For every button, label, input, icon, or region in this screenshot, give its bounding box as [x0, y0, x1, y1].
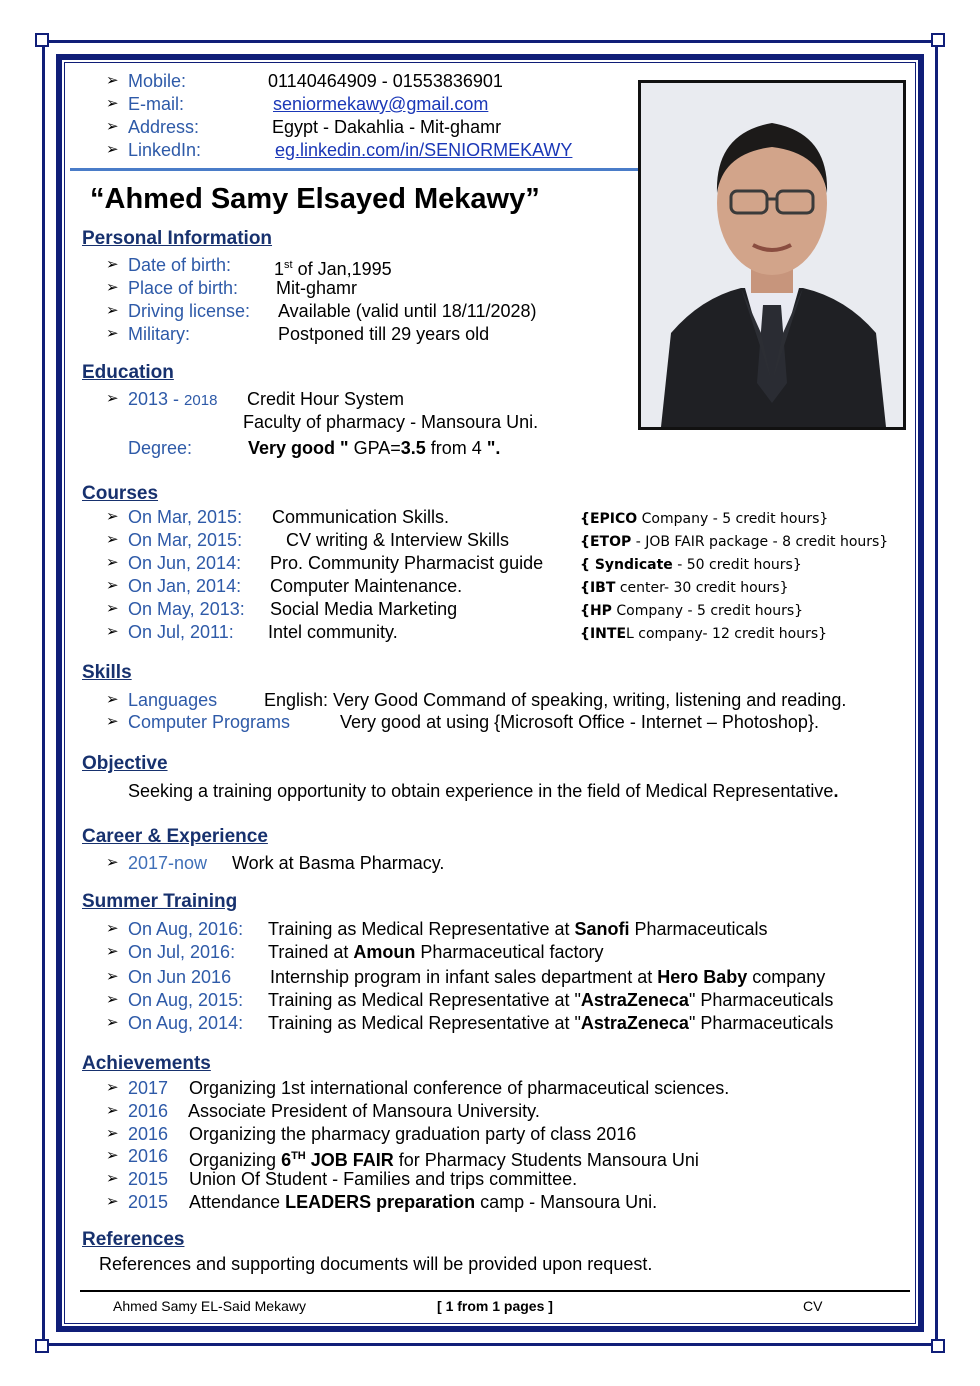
header-divider — [70, 168, 638, 171]
course-title: Communication Skills. — [272, 507, 450, 527]
course-provider: {INTE — [580, 626, 627, 642]
arrow-bullet-icon: ➢ — [106, 1079, 119, 1096]
arrow-bullet-icon: ➢ — [106, 577, 119, 594]
course-provider: {EPICO — [580, 511, 638, 527]
arrow-bullet-icon: ➢ — [106, 943, 119, 960]
achievement-program: LEADERS preparation — [285, 1192, 476, 1212]
course-date: On May, 2013: — [128, 599, 245, 619]
education-years — [128, 388, 217, 412]
section-heading-education: Education — [82, 362, 174, 383]
achievement-text: Organizing the pharmacy graduation party of class 2016 — [189, 1124, 637, 1144]
course-date: On Jan, 2014: — [128, 576, 242, 596]
course-provider: {IBT — [580, 580, 616, 596]
full-name: “Ahmed Samy Elsayed Mekawy” — [90, 183, 540, 215]
degree-end: ". — [486, 438, 501, 458]
contact-value: 01140464909 - 01553836901 — [268, 71, 503, 91]
section-heading-references: References — [82, 1229, 185, 1250]
course-credits: - 50 credit hours} — [672, 557, 802, 573]
objective-end: . — [833, 781, 839, 801]
course-credits: Company - 5 credit hours} — [611, 603, 804, 619]
arrow-bullet-icon: ➢ — [106, 691, 119, 708]
training-suffix: Pharmaceutical factory — [415, 942, 604, 962]
training-desc: Trained at — [268, 942, 354, 962]
footer-page-count: 1 from 1 pages — [445, 1298, 545, 1314]
achievement-year: 2015 — [128, 1192, 169, 1212]
arrow-bullet-icon: ➢ — [106, 1102, 119, 1119]
section-heading-career: Career & Experience — [82, 826, 268, 847]
course-title: Intel community. — [268, 622, 398, 642]
portrait-illustration — [641, 83, 903, 427]
achievement-year: 2016 — [128, 1101, 169, 1121]
arrow-bullet-icon: ➢ — [106, 390, 119, 407]
training-company: Amoun — [353, 942, 416, 962]
course-date: On Mar, 2015: — [128, 507, 243, 527]
achievement-text — [189, 1191, 657, 1213]
profile-photo — [638, 80, 906, 430]
arrow-bullet-icon: ➢ — [106, 1147, 119, 1164]
arrow-bullet-icon: ➢ — [106, 531, 119, 548]
training-text — [268, 941, 603, 963]
training-date: On Aug, 2016: — [128, 919, 244, 939]
corner-ornament — [931, 1339, 945, 1353]
achievement-suffix: for Pharmacy Students Mansoura Uni — [393, 1150, 699, 1170]
contact-value: Egypt - Dakahlia - Mit-ghamr — [272, 117, 502, 137]
objective-sentence: Seeking a training opportunity to obtain experience in the field of Medical Representative — [128, 781, 834, 801]
career-date: 2017-now — [128, 853, 208, 873]
course-note — [580, 554, 802, 576]
personal-value: Postponed till 29 years old — [278, 324, 490, 344]
arrow-bullet-icon: ➢ — [106, 554, 119, 571]
course-credits: Company - 5 credit hours} — [637, 511, 829, 527]
education-years-end: 2018 — [184, 392, 218, 409]
training-company: Hero Baby — [657, 967, 748, 987]
skill-label: Languages — [128, 690, 218, 710]
course-credits: L company- 12 credit hours} — [626, 626, 828, 642]
arrow-bullet-icon: ➢ — [106, 302, 119, 319]
footer-divider — [80, 1290, 910, 1292]
arrow-bullet-icon: ➢ — [106, 968, 119, 985]
section-heading-personal: Personal Information — [82, 228, 273, 249]
course-title: Pro. Community Pharmacist guide — [270, 553, 544, 573]
training-desc: Training as Medical Representative at " — [268, 990, 581, 1010]
arrow-bullet-icon: ➢ — [106, 854, 119, 871]
course-date: On Mar, 2015: — [128, 530, 243, 550]
footer-doc-type: CV — [803, 1298, 823, 1314]
section-heading-achievements: Achievements — [82, 1053, 211, 1074]
section-heading-skills: Skills — [82, 662, 132, 683]
footer-bracket-close: ] — [544, 1298, 553, 1314]
arrow-bullet-icon: ➢ — [106, 141, 119, 158]
degree-gpa-label: GPA= — [353, 438, 401, 458]
course-title: Social Media Marketing — [270, 599, 458, 619]
personal-label: Military: — [128, 324, 190, 344]
corner-ornament — [931, 33, 945, 47]
achievement-suffix: camp - Mansoura Uni. — [475, 1192, 658, 1212]
education-faculty: Faculty of pharmacy - Mansoura Uni. — [243, 412, 539, 432]
personal-label: Place of birth: — [128, 278, 239, 298]
arrow-bullet-icon: ➢ — [106, 713, 119, 730]
training-company: Sanofi — [574, 919, 630, 939]
training-suffix: company — [747, 967, 826, 987]
achievement-year: 2016 — [128, 1124, 169, 1144]
arrow-bullet-icon: ➢ — [106, 1170, 119, 1187]
arrow-bullet-icon: ➢ — [106, 1193, 119, 1210]
dob-day-suffix: st — [284, 259, 293, 271]
course-provider: { Syndicate — [580, 557, 673, 573]
training-company: AstraZeneca — [580, 1013, 689, 1033]
course-date: On Jun, 2014: — [128, 553, 242, 573]
training-date: On Aug, 2015: — [128, 990, 244, 1010]
section-heading-summer: Summer Training — [82, 891, 238, 912]
arrow-bullet-icon: ➢ — [106, 325, 119, 342]
course-title: Computer Maintenance. — [270, 576, 463, 596]
degree-gpa: 3.5 — [400, 438, 426, 458]
course-note — [580, 600, 803, 622]
contact-label: LinkedIn: — [128, 140, 202, 160]
personal-value: Mit-ghamr — [276, 278, 358, 298]
achievement-desc: Organizing — [189, 1150, 282, 1170]
contact-label: Mobile: — [128, 71, 187, 91]
course-credits: - JOB FAIR package - 8 credit hours} — [631, 534, 889, 550]
training-date: On Jul, 2016: — [128, 942, 236, 962]
degree-label: Degree: — [128, 438, 193, 458]
training-company: AstraZeneca — [580, 990, 689, 1010]
training-suffix: " Pharmaceuticals — [688, 1013, 834, 1033]
degree-scale: from 4 — [425, 438, 487, 458]
course-note — [580, 577, 789, 599]
arrow-bullet-icon: ➢ — [106, 920, 119, 937]
arrow-bullet-icon: ➢ — [106, 600, 119, 617]
achievement-text: Associate President of Mansoura University. — [188, 1101, 540, 1121]
footer-page — [437, 1298, 553, 1314]
footer-bracket-open: [ — [437, 1298, 446, 1314]
achievement-text: Union Of Student - Families and trips committee. — [189, 1169, 578, 1189]
personal-value: Available (valid until 18/11/2028) — [278, 301, 537, 321]
training-desc: Training as Medical Representative at " — [268, 1013, 581, 1033]
training-text — [270, 966, 825, 988]
skill-value: Very good at using {Microsoft Office - Internet – Photoshop}. — [340, 712, 819, 732]
email-link[interactable]: seniormekawy@gmail.com — [273, 94, 489, 114]
arrow-bullet-icon: ➢ — [106, 279, 119, 296]
arrow-bullet-icon: ➢ — [106, 72, 119, 89]
arrow-bullet-icon: ➢ — [106, 95, 119, 112]
footer-author: Ahmed Samy EL-Said Mekawy — [113, 1298, 306, 1314]
degree-grade: Very good " — [248, 438, 354, 458]
training-date: On Aug, 2014: — [128, 1013, 244, 1033]
course-title: CV writing & Interview Skills — [286, 530, 510, 550]
references-text: References and supporting documents will be provided upon request. — [99, 1254, 653, 1274]
contact-label: Address: — [128, 117, 200, 137]
achievement-year: 2016 — [128, 1146, 169, 1166]
achievement-text: Organizing 1st international conference of pharmaceutical sciences. — [189, 1078, 730, 1098]
achievement-desc: Attendance — [189, 1192, 286, 1212]
achievement-event: JOB FAIR — [305, 1150, 394, 1170]
skill-label: Computer Programs — [128, 712, 291, 732]
training-suffix: Pharmaceuticals — [629, 919, 768, 939]
course-credits: center- 30 credit hours} — [615, 580, 789, 596]
achievement-year: 2017 — [128, 1078, 169, 1098]
corner-ornament — [35, 1339, 49, 1353]
section-heading-courses: Courses — [82, 483, 159, 504]
training-text — [268, 989, 833, 1011]
arrow-bullet-icon: ➢ — [106, 1014, 119, 1031]
training-text — [268, 1012, 833, 1034]
course-note — [580, 623, 827, 645]
achievement-ordinal: TH — [291, 1150, 306, 1162]
course-provider: {HP — [580, 603, 612, 619]
arrow-bullet-icon: ➢ — [106, 623, 119, 640]
training-date: On Jun 2016 — [128, 967, 232, 987]
career-text: Work at Basma Pharmacy. — [232, 853, 445, 873]
training-desc: Internship program in infant sales department at — [270, 967, 658, 987]
skill-value: English: Very Good Command of speaking, writing, listening and reading. — [264, 690, 847, 710]
personal-label: Date of birth: — [128, 255, 232, 275]
arrow-bullet-icon: ➢ — [106, 1125, 119, 1142]
achievement-year: 2015 — [128, 1169, 169, 1189]
training-desc: Training as Medical Representative at — [268, 919, 575, 939]
course-note — [580, 508, 828, 530]
course-provider: {ETOP — [580, 534, 632, 550]
training-text — [268, 918, 768, 940]
section-heading-objective: Objective — [82, 753, 168, 774]
linkedin-link[interactable]: eg.linkedin.com/in/SENIORMEKAWY — [275, 140, 573, 160]
arrow-bullet-icon: ➢ — [106, 991, 119, 1008]
arrow-bullet-icon: ➢ — [106, 508, 119, 525]
education-years-start: 2013 - — [128, 389, 185, 409]
course-note — [580, 531, 888, 553]
training-suffix: " Pharmaceuticals — [688, 990, 834, 1010]
arrow-bullet-icon: ➢ — [106, 256, 119, 273]
contact-label: E-mail: — [128, 94, 185, 114]
achievement-number: 6 — [281, 1150, 292, 1170]
course-date: On Jul, 2011: — [128, 622, 234, 642]
objective-text — [128, 780, 838, 802]
corner-ornament — [35, 33, 49, 47]
dob-day: 1 — [274, 259, 285, 279]
personal-label: Driving license: — [128, 301, 251, 321]
education-system: Credit Hour System — [247, 389, 405, 409]
degree-value — [248, 437, 500, 459]
dob-rest: of Jan,1995 — [292, 259, 392, 279]
arrow-bullet-icon: ➢ — [106, 118, 119, 135]
